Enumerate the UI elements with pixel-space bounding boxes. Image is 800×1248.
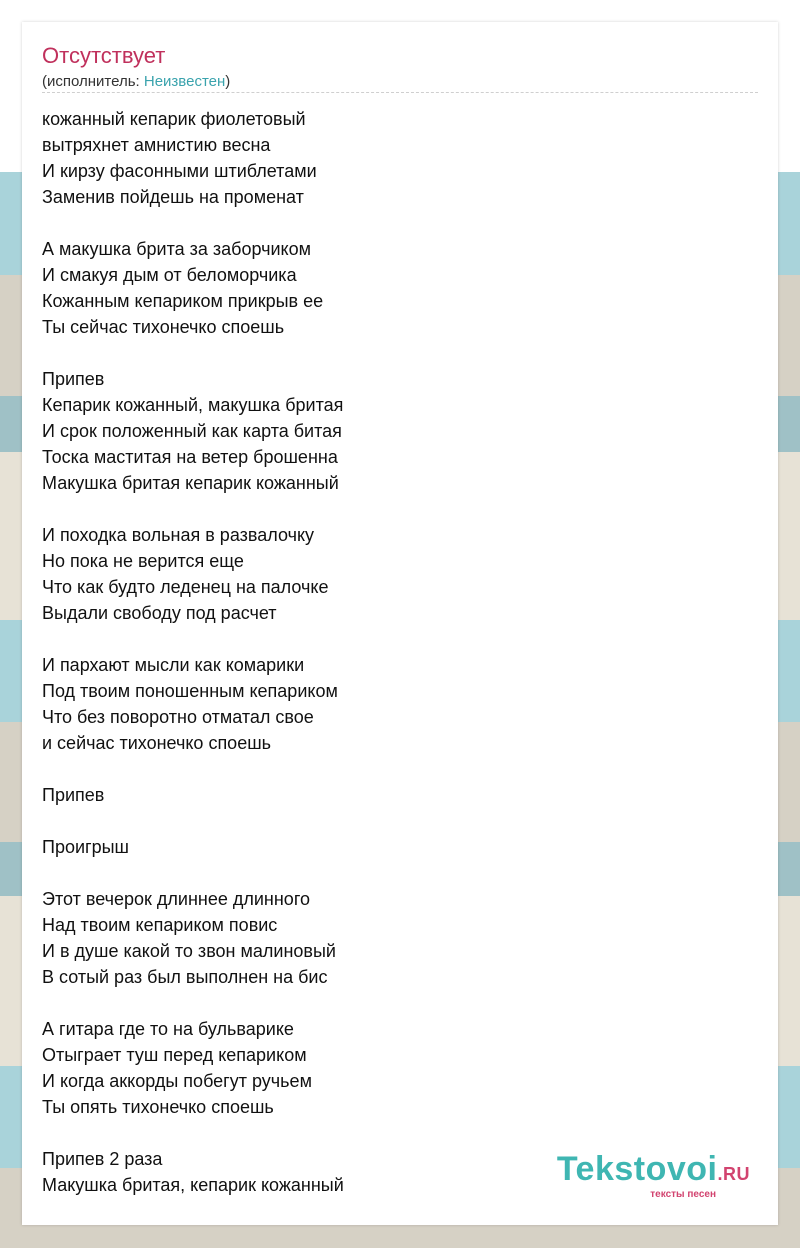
artist-line	[42, 72, 230, 92]
logo-tld: .RU	[717, 1164, 750, 1184]
site-logo[interactable]	[557, 1152, 750, 1201]
lyric-line: И пархают мысли как комарики	[42, 655, 305, 675]
stanza-gap	[42, 756, 758, 782]
lyric-line: Ты опять тихонечко споешь	[42, 1097, 274, 1117]
lyric-line: И походка вольная в развалочку	[42, 525, 315, 545]
lyric-line: Над твоим кепариком повис	[42, 915, 278, 935]
lyric-line: Под твоим поношенным кепариком	[42, 681, 338, 701]
artist-suffix: )	[225, 73, 231, 90]
lyric-line: Кожанным кепариком прикрыв ее	[42, 291, 324, 311]
lyric-line: Припев 2 раза	[42, 1149, 163, 1169]
lyric-line: Выдали свободу под расчет	[42, 603, 277, 623]
stanza-gap	[42, 1120, 758, 1146]
lyric-line: В сотый раз был выполнен на бис	[42, 967, 328, 987]
lyric-line: И в душе какой то звон малиновый	[42, 941, 336, 961]
stanza-gap	[42, 808, 758, 834]
artist-link[interactable]: Неизвестен	[143, 73, 226, 90]
lyric-line: Проигрыш	[42, 837, 129, 857]
lyrics-body	[42, 106, 758, 1198]
song-title: Отсутствует	[42, 43, 166, 68]
lyric-line: Заменив пойдешь на променат	[42, 187, 304, 207]
lyric-line: Тоска маститая на ветер брошенна	[42, 447, 338, 467]
logo-tagline: тексты песен	[650, 1189, 716, 1200]
stanza-gap	[42, 626, 758, 652]
lyric-line: Что без поворотно отматал свое	[42, 707, 314, 727]
lyric-line: кожанный кепарик фиолетовый	[42, 109, 306, 129]
lyric-line: и сейчас тихонечко споешь	[42, 733, 272, 753]
stanza-gap	[42, 990, 758, 1016]
lyric-line: вытряхнет амнистию весна	[42, 135, 271, 155]
artist-prefix: (исполнитель:	[42, 73, 144, 90]
lyric-line: И кирзу фасонными штиблетами	[42, 161, 317, 181]
lyric-line: И смакуя дым от беломорчика	[42, 265, 297, 285]
stanza-gap	[42, 860, 758, 886]
lyric-line: Отыграет туш перед кепариком	[42, 1045, 307, 1065]
header-divider	[42, 92, 758, 93]
stanza-gap	[42, 210, 758, 236]
stanza-gap	[42, 496, 758, 522]
stanza-gap	[42, 340, 758, 366]
lyric-line: Кепарик кожанный, макушка бритая	[42, 395, 344, 415]
lyric-line: Макушка бритая, кепарик кожанный	[42, 1175, 344, 1195]
lyric-line: Но пока не верится еще	[42, 551, 244, 571]
lyric-line: Макушка бритая кепарик кожанный	[42, 473, 339, 493]
lyric-line: Этот вечерок длиннее длинного	[42, 889, 310, 909]
logo-name: Tekstovoi	[556, 1150, 718, 1188]
lyric-line: Припев	[42, 785, 105, 805]
lyric-line: И срок положенный как карта битая	[42, 421, 342, 441]
lyrics-card	[22, 22, 778, 1225]
lyric-line: Ты сейчас тихонечко споешь	[42, 317, 285, 337]
lyric-line: И когда аккорды побегут ручьем	[42, 1071, 312, 1091]
lyric-line: Припев	[42, 369, 105, 389]
lyric-line: Что как будто леденец на палочке	[42, 577, 329, 597]
lyric-line: А гитара где то на бульварике	[42, 1019, 294, 1039]
lyric-line: А макушка брита за заборчиком	[42, 239, 311, 259]
